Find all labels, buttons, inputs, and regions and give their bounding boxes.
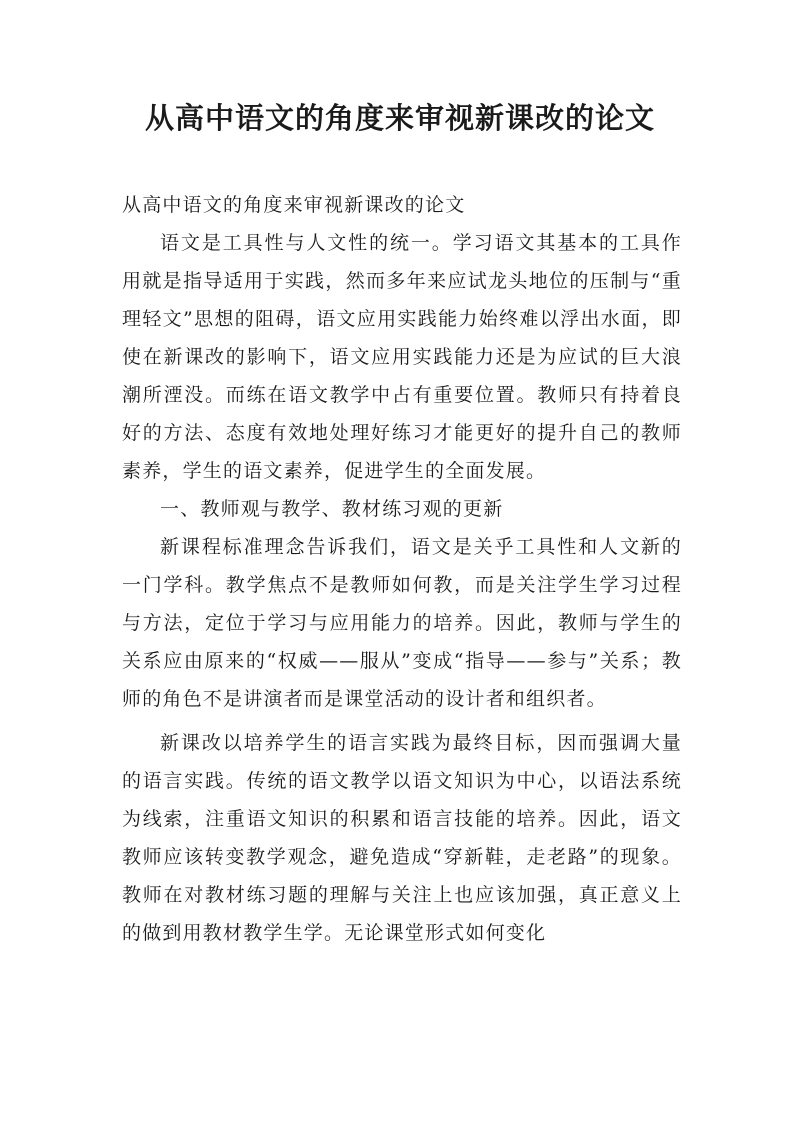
paragraph-teacher-role: 新课程标准理念告诉我们，语文是关乎工具性和人文新的一门学科。教学焦点不是教师如何教，而是关注学生学习过程与方法，定位于学习与应用能力的培养。因此，教师与学生的关系应由原来的“权威——服从”变成“指导——参与”关系；教师的角色不是讲演者而是课堂活动的设计者和组织者。 bbox=[122, 536, 682, 710]
document-title: 从高中语文的角度来审视新课改的论文 bbox=[144, 101, 655, 135]
paragraph-language-practice: 新课改以培养学生的语言实践为最终目标，因而强调大量的语言实践。传统的语文教学以语文知识为中心，以语法系统为线索，注重语文知识的积累和语言技能的培养。因此，语文教师应该转变教学观念，避免造成“穿新鞋，走老路”的现象。教师在对教材练习题的理解与关注上也应该加强，真正意义上的做到用教材教学生学。无论课堂形式如何变化 bbox=[122, 732, 682, 944]
section-heading: 一、教师观与教学、教材练习观的更新 bbox=[160, 498, 504, 520]
document-body bbox=[122, 186, 682, 952]
paragraph-intro: 语文是工具性与人文性的统一。学习语文其基本的工具作用就是指导适用于实践，然而多年来应试龙头地位的压制与“重理轻文”思想的阻碍，语文应用实践能力始终难以浮出水面，即使在新课改的影响下，语文应用实践能力还是为应试的巨大浪潮所湮没。而练在语文教学中占有重要位置。教师只有持着良好的方法、态度有效地处理好练习才能更好的提升自己的教师素养，学生的语文素养，促进学生的全面发展。 bbox=[122, 232, 682, 482]
document-subtitle: 从高中语文的角度来审视新课改的论文 bbox=[122, 194, 466, 216]
